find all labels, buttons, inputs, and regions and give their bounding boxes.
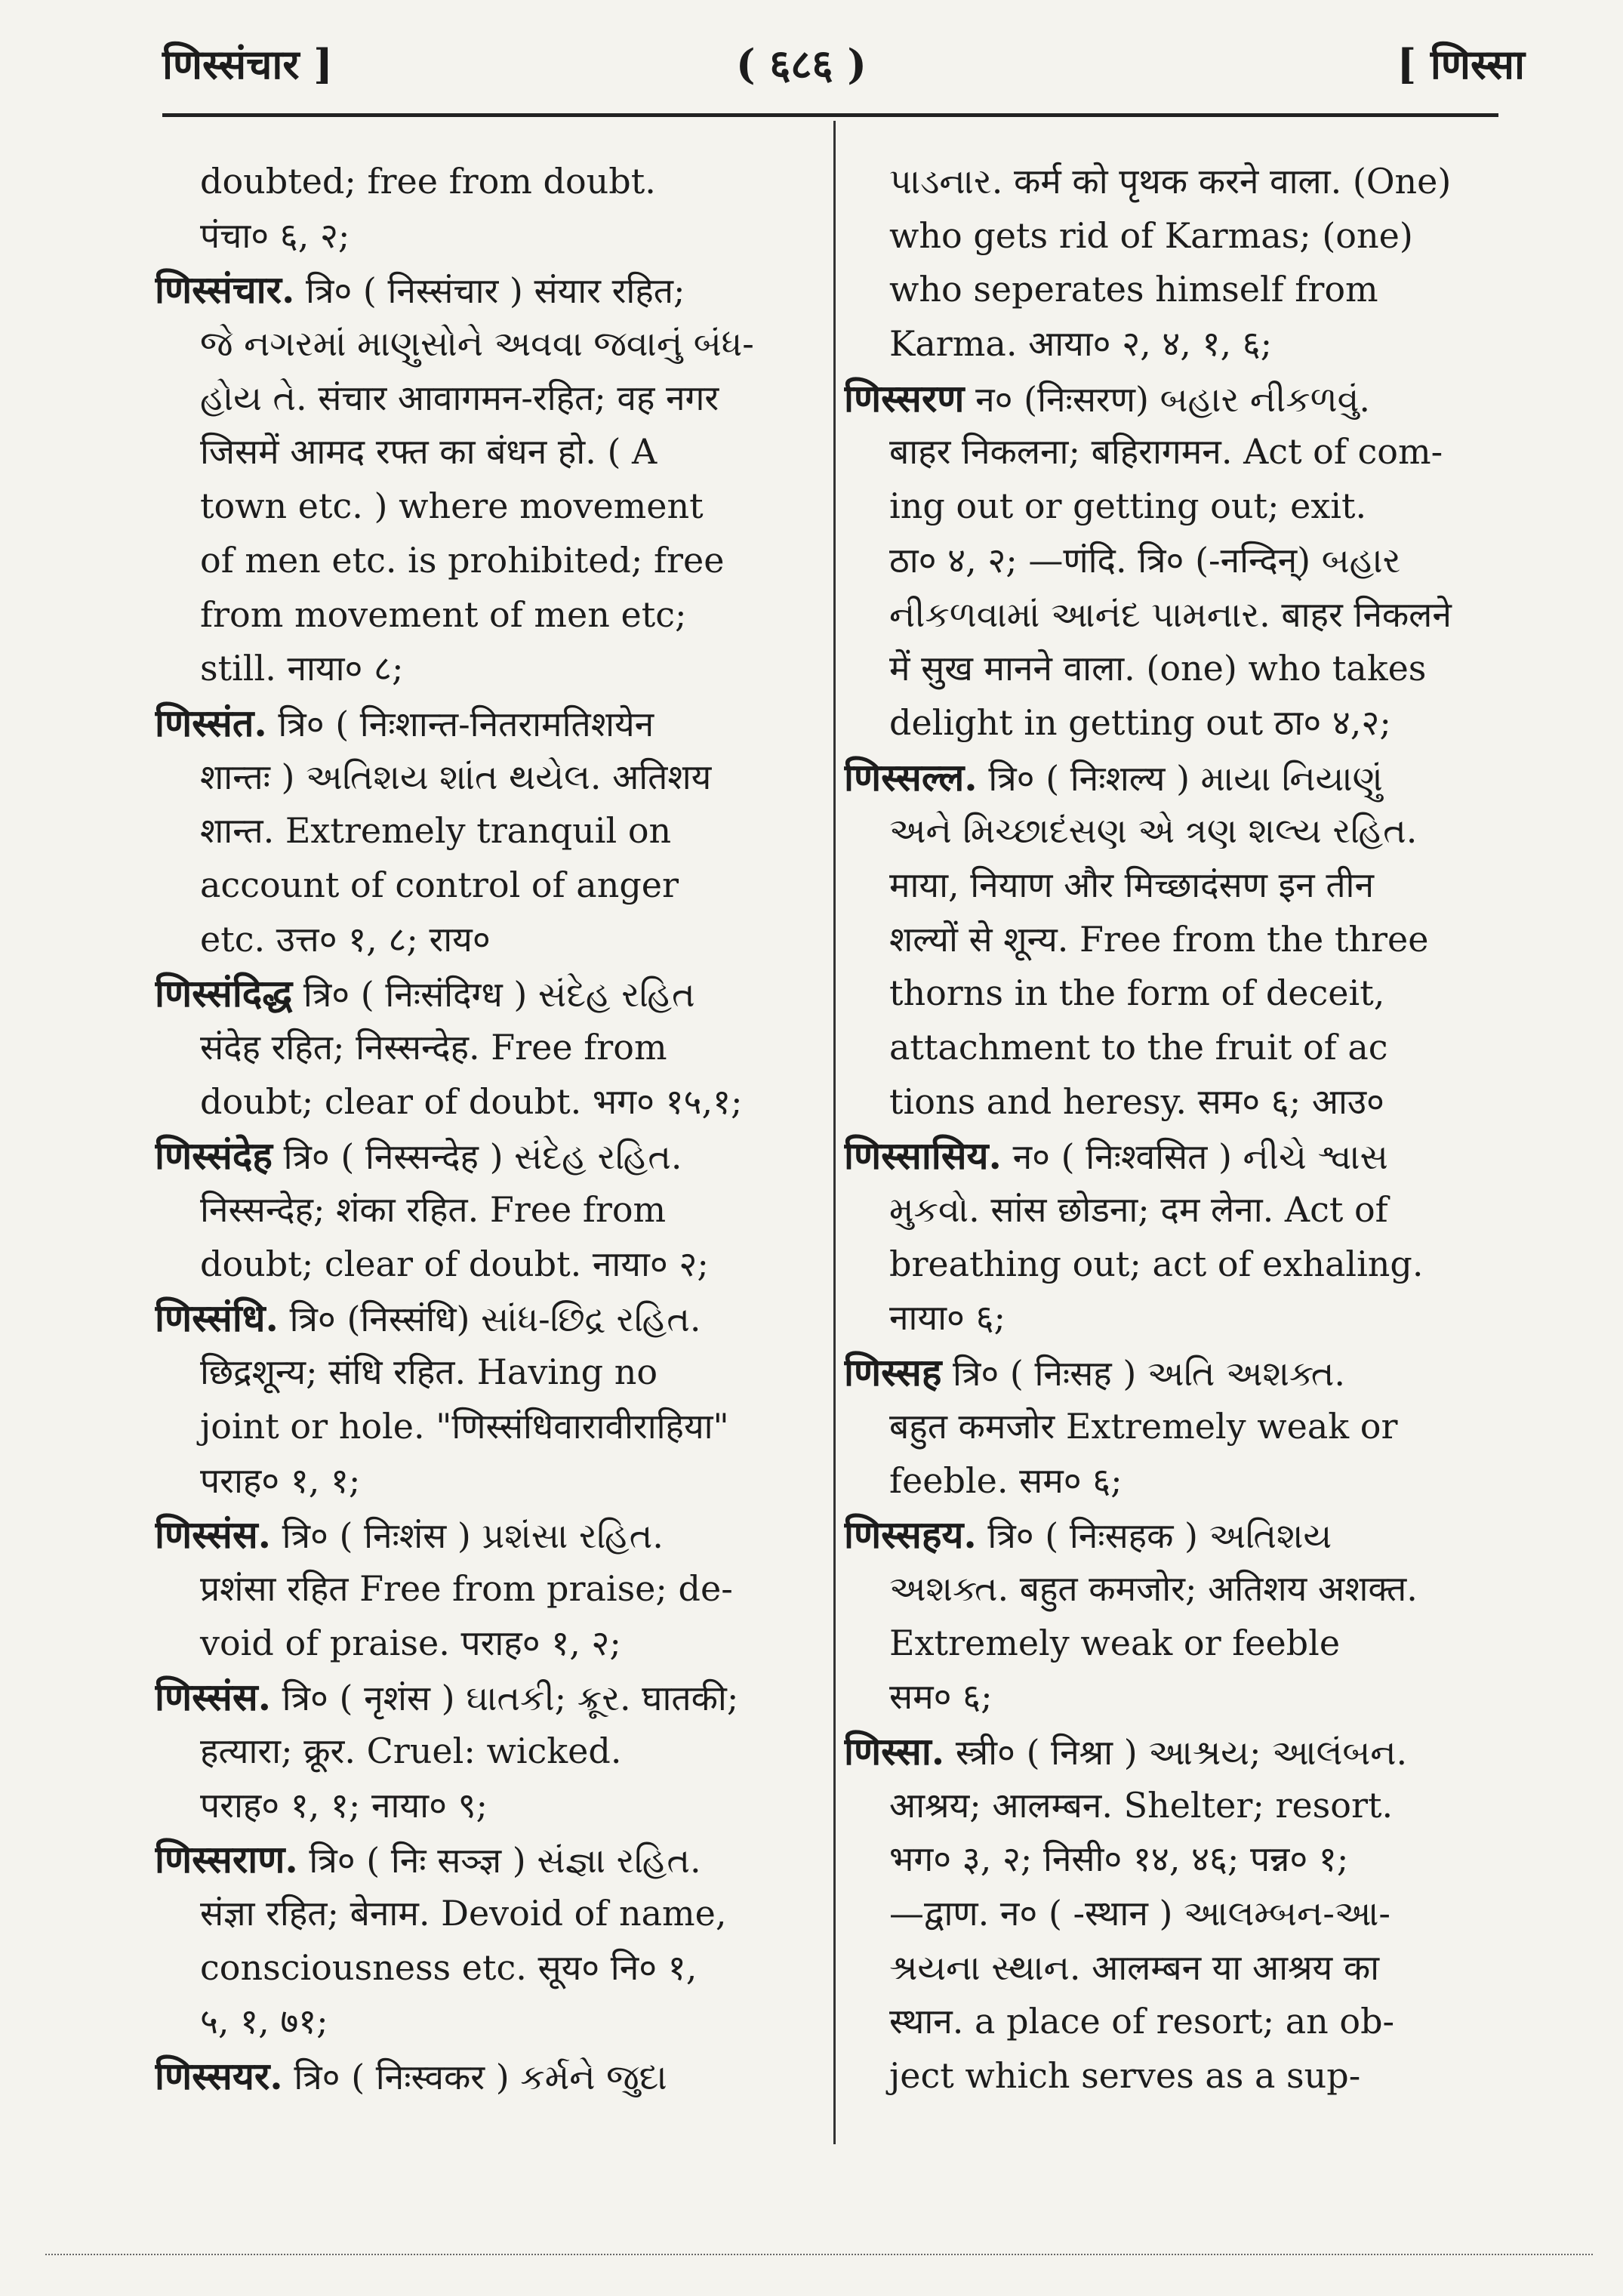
entry-line [155,588,815,643]
entry-line [844,804,1495,858]
entry-line [844,155,1495,209]
entry-first-line [155,1832,815,1887]
entry-line [155,913,815,967]
header-left-guideword: णिस्संचार ] [162,40,333,88]
entry-text: who gets rid of Karmas; (one) [889,214,1413,256]
entry-line [844,858,1495,913]
column-divider [833,121,836,2144]
entry-text: પાડનાર. कर्म को पृथक करने वाला. (One) [889,161,1452,202]
entry-text: who seperates himself from [889,269,1378,310]
entry-text: प्रशंसा रहित Free from praise; de- [200,1567,733,1609]
entry-text: बाहर निकलना; बहिरागमन. Act of com- [889,431,1443,473]
entry-text: ing out or getting out; exit. [889,485,1367,527]
header-right-guideword: [ णिस्सा [1397,40,1525,88]
entry-first-line [844,1724,1495,1779]
entry-line [844,1291,1495,1345]
entry-first-line [844,371,1495,426]
left-column [155,155,815,2103]
headword: णिस्सरण [844,375,965,421]
entry-line [155,1995,815,2049]
entry-text: त्रि० ( निःशल्य ) માયા નિયાણું [977,757,1383,799]
entry-text: त्रि० ( निःसह ) અતિ અશક્ત. [941,1353,1346,1395]
entry-text: account of control of anger [200,864,679,905]
entry-first-line [844,1129,1495,1183]
entry-text: शान्तः ) અતિશય શાંત થયેલ. अतिशय [200,756,712,797]
entry-text: ठा० ४, २; —णंदि. त्रि० (-नन्दिन्) બહાર [889,539,1401,581]
entry-text: निस्सन्देह; शंका रहित. Free from [200,1189,667,1231]
entry-line [155,804,815,858]
entry-line [844,1454,1495,1509]
entry-text: जिसमें आमद रफ्त का बंधन हो. ( A [200,431,658,473]
headword: णिस्सराण. [155,1837,298,1882]
entry-line [844,1832,1495,1887]
entry-text: from movement of men etc; [200,593,687,635]
entry-first-line [155,1508,815,1562]
entry-text: त्रि० ( निःशंस ) પ્રશંસા રહિત. [271,1515,664,1557]
entry-line [844,642,1495,696]
entry-line [155,858,815,913]
entry-line [844,1237,1495,1292]
headword: णिस्संदेह [155,1133,273,1179]
entry-first-line [155,696,815,750]
entry-line [155,1075,815,1130]
entry-text: पंचा० ६, २; [200,214,350,256]
entry-text: स्थान. a place of resort; an ob- [889,2001,1395,2042]
entry-text: હોય તે. संचार आवागमन-रहित; वह नगर [200,377,719,418]
entry-text: त्रि० ( निःसहक ) અતિશય [976,1515,1332,1557]
entry-line [844,588,1495,643]
entry-line [844,479,1495,534]
entry-line [844,425,1495,479]
entry-line [155,1562,815,1616]
entry-line [155,534,815,588]
entry-text: Extremely weak or feeble [889,1622,1341,1663]
entry-line [155,155,815,209]
header-rule [162,113,1498,117]
headword: णिस्सा. [844,1728,945,1774]
entry-text: छिद्रशून्य; संधि रहित. Having no [200,1351,658,1393]
entry-text: शल्यों से शून्य. Free from the three [889,918,1429,960]
entry-text: joint or hole. "णिस्संधिवारावीराहिया" [200,1405,729,1447]
entry-text: संज्ञा रहित; बेनाम. Devoid of name, [200,1893,727,1934]
entry-line [155,1454,815,1509]
entry-text: town etc. ) where movement [200,485,704,527]
entry-line [155,1021,815,1075]
entry-line [155,317,815,371]
entry-text: हत्यारा; क्रूर. Cruel: wicked. [200,1730,622,1771]
entry-line [844,1021,1495,1075]
entry-text: અને મિચ્છાદંસણ એ ત્રણ શલ્ય રહિત. [889,810,1418,852]
entry-text: संदेह रहित; निस्सन्देह. Free from [200,1027,667,1068]
entry-text: स्त्री० ( निश्रा ) આશ્રય; આલંબન. [944,1731,1408,1773]
entry-line [844,534,1495,588]
entry-text: tions and heresy. सम० ६; आउ० [889,1080,1384,1122]
entry-line [844,1562,1495,1616]
entry-line [844,1075,1495,1130]
entry-line [844,2049,1495,2103]
entry-first-line [155,1291,815,1345]
headword: णिस्संधि. [155,1296,279,1341]
entry-line [155,1941,815,1996]
entry-line [155,1887,815,1941]
entry-line [844,1995,1495,2049]
entry-first-line [844,1345,1495,1400]
entry-text: त्रि० (निस्संधि) સાંધ-છિદ્ર રહિત. [278,1299,701,1340]
entry-text: त्रि० ( निःस्वकर ) કર્મને જુદા [282,2057,667,2098]
entry-text: नाया० ६; [889,1297,1006,1339]
entry-text: त्रि० ( नृशंस ) ઘાતકી; ક્રૂર. घातकी; [271,1678,739,1719]
entry-text: consciousness etc. सूय० नि० १, [200,1946,698,1988]
page-header [162,30,1525,98]
entry-line [844,263,1495,317]
entry-first-line [844,750,1495,805]
entry-line [844,209,1495,264]
headword: णिस्संत. [155,700,267,745]
entry-line [155,750,815,805]
entry-text: delight in getting out ठा० ४,२; [889,701,1391,743]
entry-text: त्रि० ( निः सञ्ज्ञ ) સંજ્ઞા રહિત. [297,1840,701,1881]
entry-line [844,1779,1495,1833]
entry-text: पराह० १, १; [200,1459,361,1501]
entry-text: त्रि० ( निस्संचार ) संयार रहित; [294,270,685,312]
entry-line [844,696,1495,750]
entry-text: त्रि० ( निस्सन्देह ) સંદેહ રહિત. [272,1136,682,1178]
entry-line [844,1887,1495,1941]
entry-first-line [844,1508,1495,1562]
entry-line [844,1400,1495,1454]
entry-line [155,209,815,264]
entry-line [155,479,815,534]
headword: णिस्सह [844,1350,942,1395]
entry-text: etc. उत्त० १, ८; राय० [200,918,491,960]
entry-line [844,1616,1495,1671]
entry-first-line [155,966,815,1021]
entry-text: ject which serves as a sup- [889,2055,1361,2097]
entry-text: of men etc. is prohibited; free [200,539,725,581]
entry-text: still. नाया० ८; [200,648,404,689]
headword: णिस्सल्ल. [844,754,978,800]
page-number: ( ६८६ ) [736,40,867,88]
entry-text: જે નગરમાં માણુસોને અવવા જવાનું બંધ- [200,323,754,365]
entry-text: सम० ६; [889,1676,993,1718]
entry-line [844,1183,1495,1237]
entry-line [844,1941,1495,1996]
entry-text: त्रि० ( निःसंदिग्ध ) સંદેહ રહિત [292,974,695,1015]
entry-first-line [155,263,815,317]
entry-text: त्रि० ( निःशान्त-नितरामतिशयेन [266,703,654,744]
headword: णिस्सासिय. [844,1133,1002,1179]
entry-line [844,317,1495,371]
entry-line [155,1345,815,1400]
entry-text: feeble. सम० ६; [889,1459,1123,1501]
entry-text: મુકવો. सांस छोडना; दम लेना. Act of [889,1189,1388,1231]
entry-text: નીકળવામાં આનંદ પામનાર. बाहर निकलने [889,593,1452,635]
entry-line [155,1616,815,1671]
entry-text: Karma. आया० २, ४, १, ६; [889,323,1273,365]
entry-text: શ્રયના સ્થાન. आलम्बन या आश्रय का [889,1946,1380,1988]
headword: णिस्संचार. [155,267,295,313]
entry-line [844,1670,1495,1724]
entry-line [155,371,815,426]
entry-line [155,1237,815,1292]
entry-text: attachment to the fruit of ac [889,1027,1388,1068]
entry-line [155,425,815,479]
entry-text: breathing out; act of exhaling. [889,1243,1424,1284]
headword: णिस्सहय. [844,1512,977,1558]
entry-text: बहुत कमजोर Extremely weak or [889,1405,1398,1447]
entry-text: ५, १, ७१; [200,2001,328,2042]
headword: णिस्संदिद्ध [155,971,293,1016]
entry-text: અશક્ત. बहुत कमजोर; अतिशय अशक्त. [889,1567,1418,1609]
headword: णिस्सयर. [155,2054,283,2099]
entry-text: शान्त. Extremely tranquil on [200,810,672,852]
entry-line [155,1724,815,1779]
entry-text: न० (निःसरण) બહાર નીકળવું. [964,378,1370,420]
entry-line [155,1400,815,1454]
entry-text: doubt; clear of doubt. भग० १५,१; [200,1080,743,1122]
entry-line [844,966,1495,1021]
entry-first-line [155,2049,815,2103]
entry-first-line [155,1129,815,1183]
right-column [844,155,1495,2103]
headword: णिस्संस. [155,1675,272,1720]
entry-first-line [155,1670,815,1724]
entry-text: भग० ३, २; निसी० १४, ४६; पन्न० १; [889,1838,1349,1880]
entry-text: doubt; clear of doubt. नाया० २; [200,1243,709,1284]
entry-line [844,913,1495,967]
bottom-edge-line [45,2254,1593,2255]
entry-text: पराह० १, १; नाया० ९; [200,1784,488,1826]
entry-line [155,1779,815,1833]
entry-text: में सुख मानने वाला. (one) who takes [889,648,1427,689]
entry-line [155,1183,815,1237]
headword: णिस्संस. [155,1512,272,1558]
entry-text: doubted; free from doubt. [200,161,656,202]
entry-text: न० ( निःश्वसित ) નીચે શ્વાસ [1001,1136,1388,1178]
entry-text: माया, नियाण और मिच्छादंसण इन तीन [889,864,1374,905]
entry-line [155,642,815,696]
entry-text: आश्रय; आलम्बन. Shelter; resort. [889,1784,1394,1826]
entry-text: thorns in the form of deceit, [889,972,1385,1014]
entry-text: —द्वाण. न० ( -स्थान ) આલમ્બન-આ- [889,1893,1390,1934]
entry-text: void of praise. पराह० १, २; [200,1622,621,1663]
